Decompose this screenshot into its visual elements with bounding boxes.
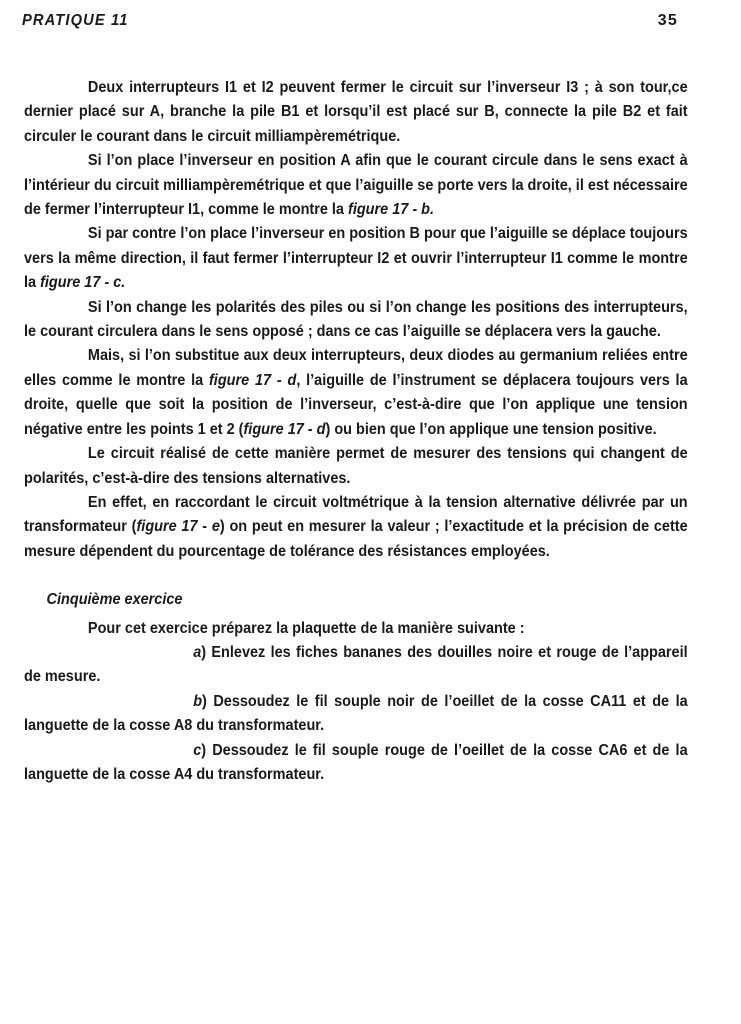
paragraph-polarity xyxy=(24,296,688,345)
paragraph-text: Si par contre l’on place l’inverseur en position B pour que l’aiguille se déplace toujours vers la même direction, il faut fermer l’interrupteur I2 et ouvrir l’interrupteur I1 comme le montre la xyxy=(24,225,688,292)
paragraph-text: ) ou bien que l’on applique une tension positive. xyxy=(325,420,657,438)
figure-reference: figure 17 - e xyxy=(136,518,220,536)
figure-reference: figure 17 - d xyxy=(243,420,326,438)
paragraph-position-b xyxy=(24,222,688,295)
figure-reference: figure 17 - b. xyxy=(348,201,435,219)
running-head xyxy=(22,12,686,36)
step-text: ) Dessoudez le fil souple noir de l’oeillet de la cosse CA11 et de la languette de la cosse A8 du transformateur. xyxy=(24,692,688,735)
section-heading: Cinquième exercice xyxy=(46,591,183,609)
paragraph-transformer xyxy=(24,491,688,564)
step-a xyxy=(24,641,688,690)
running-title: PRATIQUE 11 xyxy=(22,12,129,29)
step-text: ) Enlevez les fiches bananes des douilles noire et rouge de l’appareil de mesure. xyxy=(24,643,688,686)
step-c xyxy=(24,739,688,788)
section-intro xyxy=(24,617,688,641)
step-text: ) Dessoudez le fil souple rouge de l’oeillet de la cosse CA6 et de la languette de la cosse A4 du transformateur. xyxy=(24,741,688,783)
paragraph-text: , l’aiguille de l’instrument se déplacera toujours vers la droite, quelle que soit la position de l’inverseur, c’est-à-dire que l’on applique une tension négative entre les points 1 et 2 ( xyxy=(24,371,688,438)
paragraph-position-a xyxy=(24,149,688,222)
paragraph-text: Pour cet exercice préparez la plaquette de la manière suivante : xyxy=(87,619,525,637)
paragraph-text: Mais, si l’on substitue aux deux interrupteurs, deux diodes au germanium reliées entre elles comme le montre la xyxy=(24,347,688,389)
paragraph-text: Si l’on place l’inverseur en position A afin que le courant circule dans le sens exact à l’intérieur du circuit milliampèremétrique et que l’aiguille se porte vers la droite, il est nécessaire de fermer l’interrupteur I1, comme le montre la xyxy=(24,152,688,219)
paragraph-switches xyxy=(24,76,688,149)
step-marker: b xyxy=(193,692,203,710)
figure-reference: figure 17 - c. xyxy=(40,274,126,292)
figure-reference: figure 17 - d xyxy=(208,371,297,389)
paragraph-diodes xyxy=(24,344,688,442)
paragraph-text: En effet, en raccordant le circuit voltmétrique à la tension alternative délivrée par un transformateur ( xyxy=(24,493,688,536)
paragraph-text: Si l’on change les polarités des piles ou si l’on change les positions des interrupteurs, le courant circulera dans le sens opposé ; dans ce cas l’aiguille se déplacera vers la gauche. xyxy=(24,298,688,341)
paragraph-text: ) on peut en mesurer la valeur ; l’exactitude et la précision de cette mesure dépendent du pourcentage de tolérance des résistances employées. xyxy=(24,518,688,560)
paragraph-text: Le circuit réalisé de cette manière permet de mesurer des tensions qui changent de polarités, c’est-à-dire des tensions alternatives. xyxy=(24,445,688,487)
step-marker: a xyxy=(193,643,202,661)
paragraph-alternating xyxy=(24,442,688,491)
paragraph-text: Deux interrupteurs I1 et I2 peuvent fermer le circuit sur l’inverseur I3 ; à son tour,ce dernier placé sur A, branche la pile B1 et lorsqu’il est placé sur B, connecte la pile B2 et fait circuler le courant dans le circuit milliampèremétrique. xyxy=(24,79,688,145)
step-marker: c xyxy=(193,741,202,759)
page-number: 35 xyxy=(657,12,678,29)
step-b xyxy=(24,690,688,739)
body-text xyxy=(24,76,688,787)
